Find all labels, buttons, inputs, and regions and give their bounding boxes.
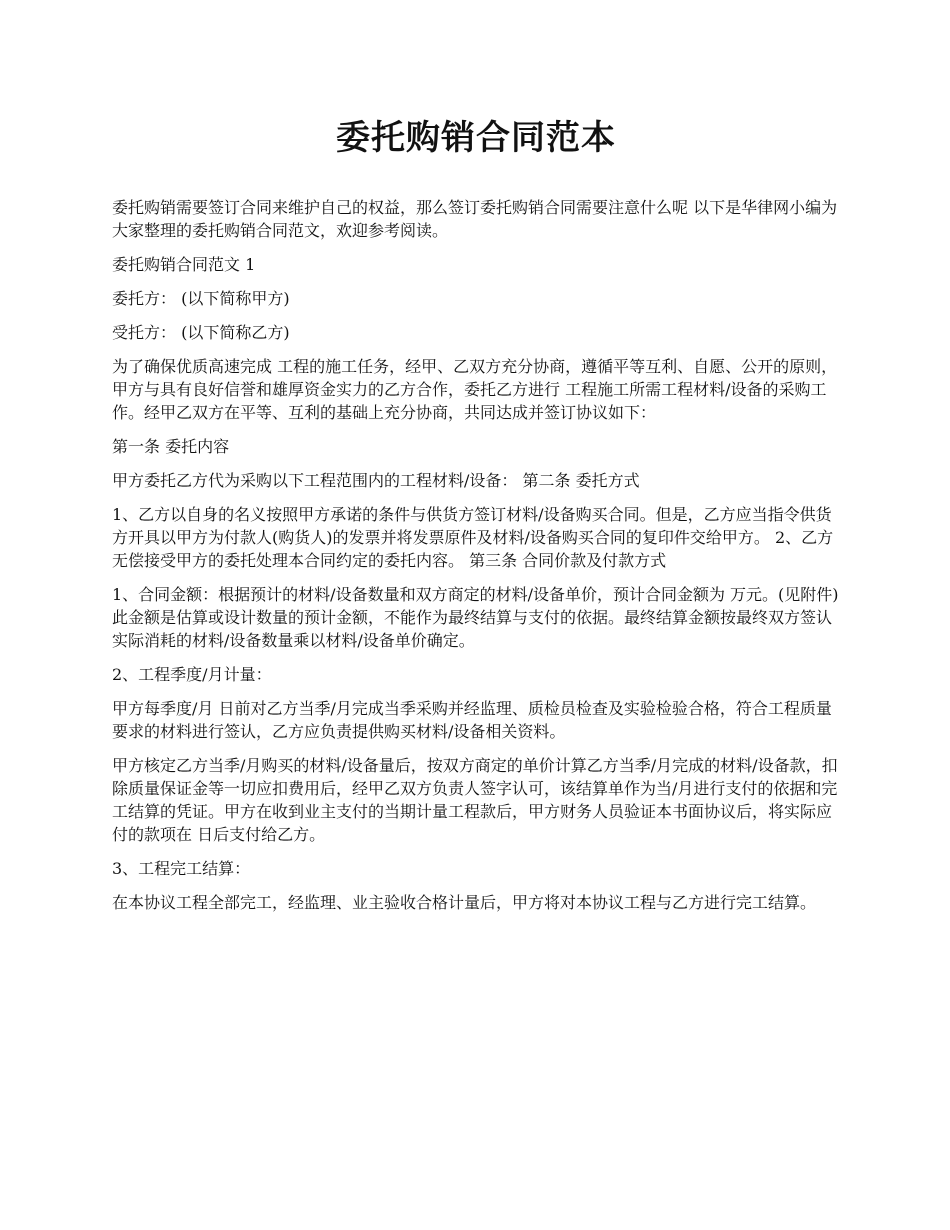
completion-paragraph: 在本协议工程全部完工，经监理、业主验收合格计量后，甲方将对本协议工程与乙方进行完工结算。 [112, 893, 817, 912]
document-page [112, 110, 840, 925]
measurement-heading: 2、工程季度/月计量： [112, 665, 272, 684]
article-1-heading: 第一条 委托内容 [112, 437, 230, 456]
measurement-paragraph-2: 甲方核定乙方当季/月购买的材料/设备量后，按双方商定的单价计算乙方当季/月完成的材料/设备款，扣除质量保证金等一切应扣费用后，经甲乙双方负责人签字认可，该结算单作为当/月进行支付的依据和完工结算的凭证。甲方在收到业主支付的当期计量工程款后，甲方财务人员验证本书面协议后，将实际应付的款项在 日后支付给乙方。 [112, 756, 838, 844]
document-title: 委托购销合同范本 [336, 118, 616, 158]
contract-amount-paragraph: 1、合同金额：根据预计的材料/设备数量和双方商定的材料/设备单价，预计合同金额为 万元。(见附件)此金额是估算或设计数量的预计金额，不能作为最终结算与支付的依据。最终结算金额按最终双方签认实际消耗的材料/设备数量乘以材料/设备单价确定。 [112, 585, 839, 650]
party-b-line: 受托方： (以下简称乙方) [112, 323, 290, 342]
completion-heading: 3、工程完工结算： [112, 859, 251, 878]
preamble-paragraph: 为了确保优质高速完成 工程的施工任务，经甲、乙双方充分协商，遵循平等互利、自愿、公开的原则，甲方与具有良好信誉和雄厚资金实力的乙方合作，委托乙方进行 工程施工所需工程材料/设备的采购工作。经甲乙双方在平等、互利的基础上充分协商，共同达成并签订协议如下： [112, 357, 838, 422]
article-1-body: 甲方委托乙方代为采购以下工程范围内的工程材料/设备： 第二条 委托方式 [112, 471, 640, 490]
party-a-line: 委托方： (以下简称甲方) [112, 289, 290, 308]
section-heading: 委托购销合同范文 1 [112, 255, 256, 274]
intro-paragraph: 委托购销需要签订合同来维护自己的权益，那么签订委托购销合同需要注意什么呢 以下是华律网小编为大家整理的委托购销合同范文，欢迎参考阅读。 [112, 198, 838, 240]
article-2-body: 1、乙方以自身的名义按照甲方承诺的条件与供货方签订材料/设备购买合同。但是，乙方应当指令供货方开具以甲方为付款人(购货人)的发票并将发票原件及材料/设备购买合同的复印件交给甲方。 2、乙方无偿接受甲方的委托处理本合同约定的委托内容。 第三条 合同价款及付款方式 [112, 505, 834, 570]
measurement-paragraph-1: 甲方每季度/月 日前对乙方当季/月完成当季采购并经监理、质检员检查及实验检验合格，符合工程质量要求的材料进行签认，乙方应负责提供购买材料/设备相关资料。 [112, 699, 832, 741]
